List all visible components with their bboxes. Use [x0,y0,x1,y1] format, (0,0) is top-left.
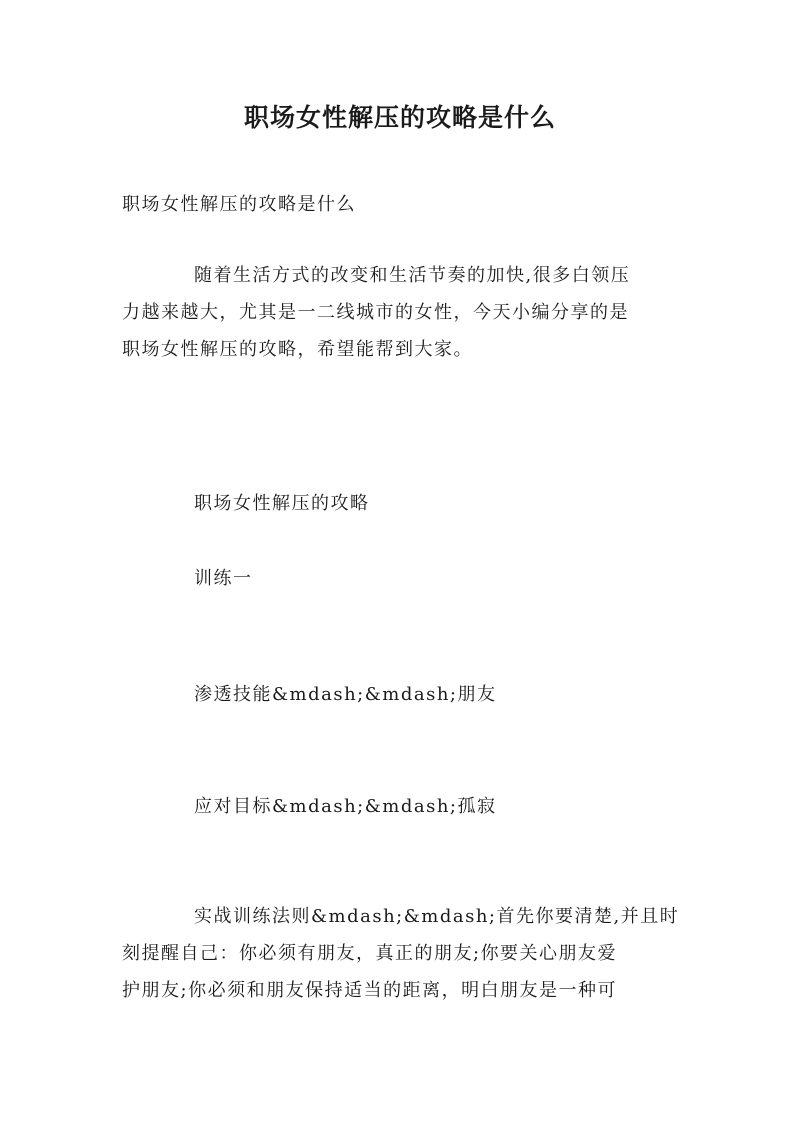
rule-line-1: 实战训练法则&mdash;&mdash;首先你要清楚,并且时 [194,906,680,927]
strategy-heading-text: 职场女性解压的攻略 [194,493,370,514]
strategy-heading [122,485,682,522]
document-title: 职场女性解压的攻略是什么 [243,103,556,132]
rule-line-2: 刻提醒自己：你必须有朋友，真正的朋友;你要关心朋友爱 [122,943,618,964]
skill-paragraph [122,676,682,713]
intro-paragraph [122,257,682,368]
subtitle-paragraph [122,186,682,223]
intro-line-1: 随着生活方式的改变和生活节奏的加快,很多白领压 [194,265,631,286]
rule-line-3: 护朋友;你必须和朋友保持适当的距离，明白朋友是一种可 [122,980,618,1001]
skill-text: 渗透技能&mdash;&mdash;朋友 [194,684,497,705]
training-one-text: 训练一 [194,568,253,589]
intro-line-2: 力越来越大，尤其是一二线城市的女性，今天小编分享的是 [122,302,629,323]
rule-paragraph [122,898,682,1009]
intro-line-3: 职场女性解压的攻略，希望能帮到大家。 [122,339,473,360]
target-paragraph [122,788,682,825]
subtitle-line: 职场女性解压的攻略是什么 [122,194,356,215]
target-text: 应对目标&mdash;&mdash;孤寂 [194,796,497,817]
training-one-heading [122,560,682,597]
